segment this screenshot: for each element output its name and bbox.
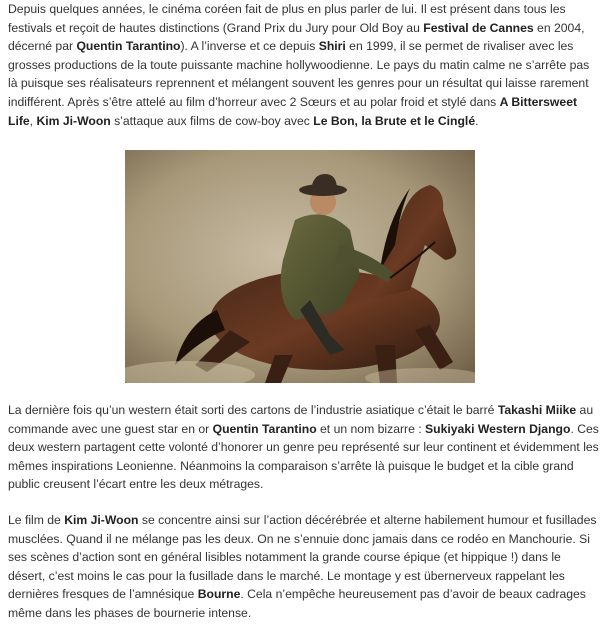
paragraph-action: Le film de Kim Ji-Woon se concentre ainsi sur l’action décérébrée et alterne habilement humour et fusillades musclées. Quand il ne mélange pas les deux. On ne s’ennuie donc jamais dans ce rodéo en Manchourie. Si ses scènes d’action sont en général lisibles notamment la grande course épique (et hippique !) dans le désert, c’est moins le cas pour la fusillade dans le marché. Le montage y est übernerveux rappelant les dernières fresques de l’amnésique Bourne. Cela n’empêche heureusement pas d’avoir de beaux cadrages même dans les phases de bournerie intense. (8, 513, 597, 620)
bold-term: Kim Ji-Woon (36, 113, 111, 128)
bold-term: Sukiyaki Western Django (425, 421, 571, 436)
bold-term: Shiri (318, 39, 346, 54)
bold-term: Quentin Tarantino (212, 421, 317, 436)
paragraph-intro: Depuis quelques années, le cinéma coréen fait de plus en plus parler de lui. Il est présent dans tous les festivals et reçoit de hautes distinctions (Grand Prix du Jury pour Old Boy au Festival de Cannes en 2004, décerné par Quentin Tarantino). A l’inverse et ce depuis Shiri en 1999, il se permet de rivaliser avec les grosses productions de la toute puissante machine hollywoodienne. Le pays du matin calme ne s’arrête pas là puisque ses réalisateurs reprennent et mélangent souvent les genres pour un résultat qui laisse rarement indifférent. Après s’être attelé au film d’horreur avec 2 Sœurs et au polar froid et stylé dans A Bittersweet Life, Kim Ji-Woon s’attaque aux films de cow-boy avec Le Bon, la Brute et le Cinglé. (8, 2, 590, 128)
bold-term: Takashi Miike (497, 403, 577, 417)
film-still-image (125, 150, 475, 383)
bold-term: Bourne (197, 587, 241, 602)
bold-term: Le Bon, la Brute et le Cinglé (313, 113, 476, 128)
bold-term: A Bittersweet Life (8, 94, 578, 128)
paragraph-comparison: La dernière fois qu’un western était sorti des cartons de l’industrie asiatique c’était le barré Takashi Miike au commande avec une guest star en or Quentin Tarantino et un nom bizarre : Sukiyaki Western Django. Ces deux western partagent cette volonté d’honorer un genre peu représenté sur leur continent et évidemment les mêmes inspirations Leonienne. Néanmoins la comparaison s’arrête là puisque le budget et la cible grand public creusent l’écart entre les deux métrages. (8, 403, 599, 492)
bold-term: Quentin Tarantino (76, 39, 181, 54)
bold-term: Festival de Cannes (423, 20, 534, 35)
bold-term: Kim Ji-Woon (64, 513, 139, 527)
